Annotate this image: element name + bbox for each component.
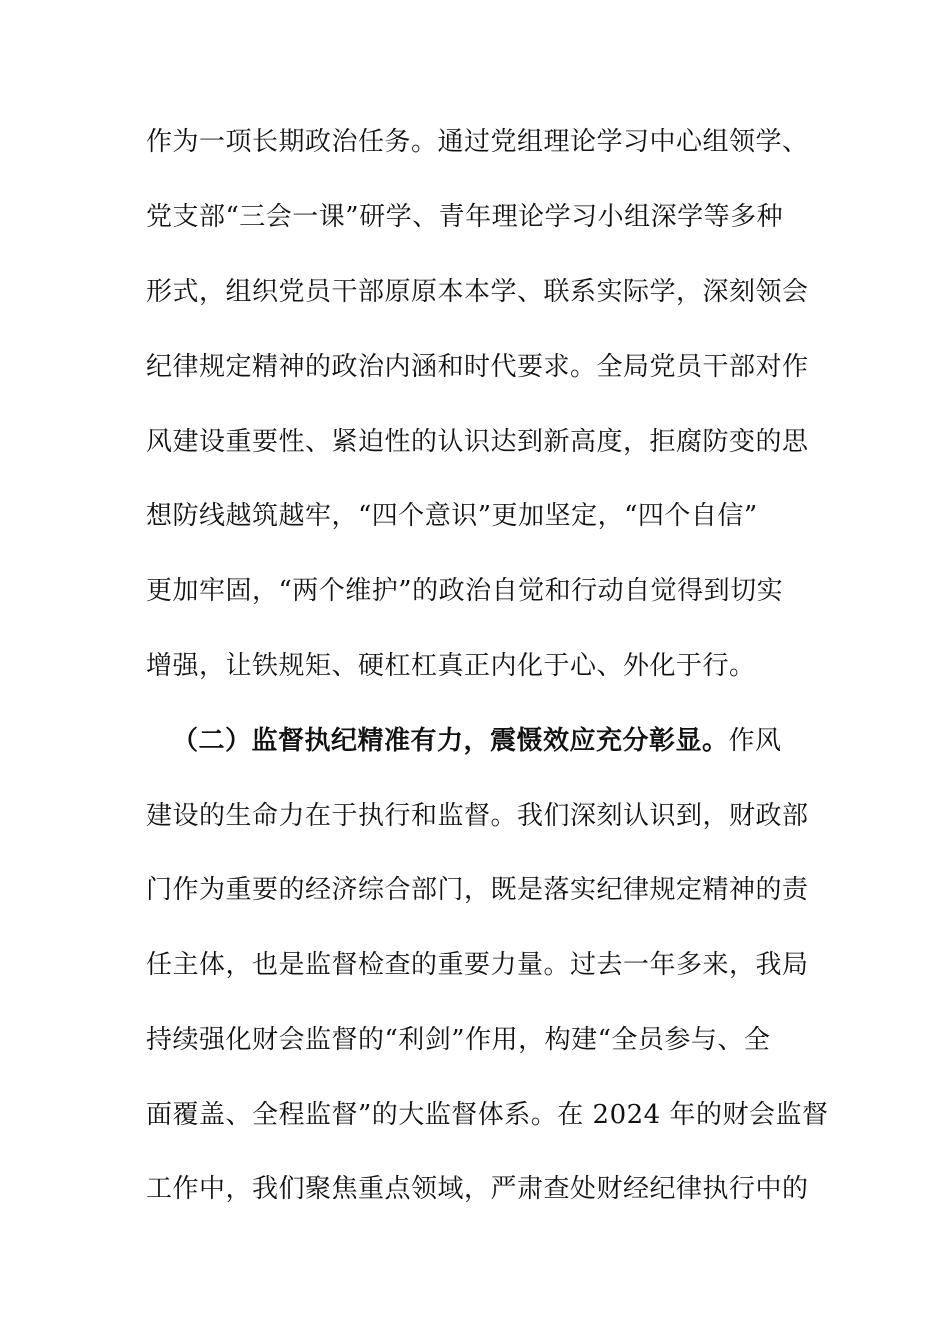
text-line: 风建设重要性、紧迫性的认识达到新高度，拒腐防变的思	[146, 427, 809, 457]
text-line: 建设的生命力在于执行和监督。我们深刻认识到，财政部	[146, 801, 809, 831]
text-line: 更加牢固，“两个维护”的政治自觉和行动自觉得到切实	[146, 576, 784, 606]
text-line: 面覆盖、全程监督”的大监督体系。在 2024 年的财会监督	[146, 1100, 829, 1130]
text-line: 形式，组织党员干部原原本本学、联系实际学，深刻领会	[146, 277, 809, 307]
text-line: 想防线越筑越牢，“四个意识”更加坚定，“四个自信”	[146, 501, 758, 531]
text-line: 作为一项长期政治任务。通过党组理论学习中心组领学、	[146, 127, 809, 157]
paragraph-heading-line	[172, 721, 782, 761]
text-line: 纪律规定精神的政治内涵和时代要求。全局党员干部对作	[146, 352, 809, 382]
section-heading: （二）监督执纪精准有力，震慑效应充分彰显。	[172, 726, 729, 756]
heading-line-rest: 作风	[728, 726, 782, 756]
text-line: 工作中，我们聚焦重点领域，严肃查处财经纪律执行中的	[146, 1174, 809, 1204]
text-line: 党支部“三会一课”研学、青年理论学习小组深学等多种	[146, 202, 784, 232]
text-line: 持续强化财会监督的“利剑”作用，构建“全员参与、全	[146, 1025, 771, 1055]
text-line: 增强，让铁规矩、硬杠杠真正内化于心、外化于行。	[146, 651, 756, 681]
text-line: 门作为重要的经济综合部门，既是落实纪律规定精神的责	[146, 875, 809, 905]
text-line: 任主体，也是监督检查的重要力量。过去一年多来，我局	[146, 950, 809, 980]
